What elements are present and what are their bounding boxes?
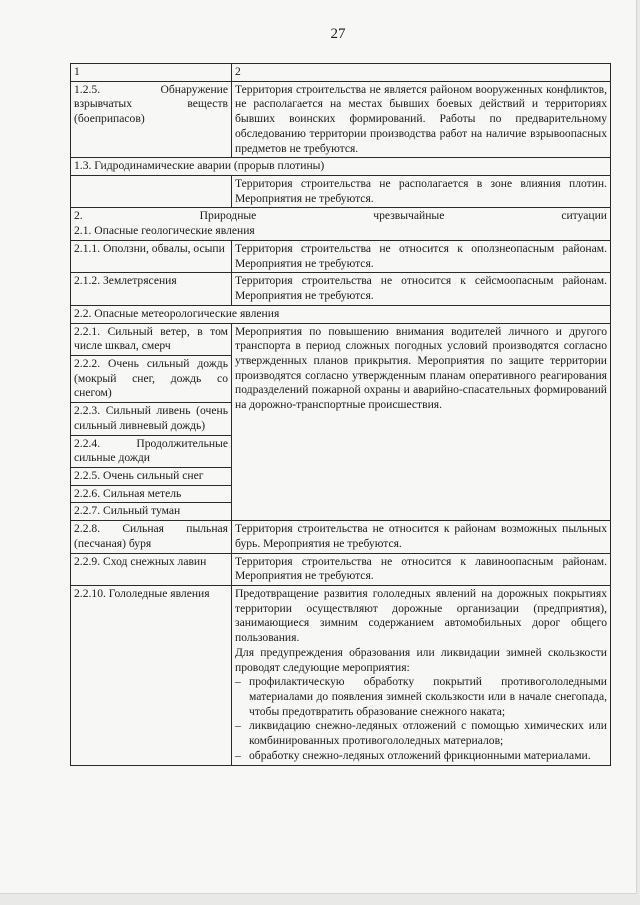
row-title-2-2-6: 2.2.6. Сильная метель — [71, 485, 232, 503]
table-row — [71, 586, 611, 766]
row-text-2-1-2: Территория строительства не относится к сейсмоопасным районам. Мероприятия не требуются. — [232, 273, 611, 305]
table-row — [71, 553, 611, 585]
page-number: 27 — [330, 26, 346, 42]
section-1-3: 1.3. Гидродинамические аварии (прорыв плотины) — [71, 158, 611, 176]
row-text-2-2-8: Территория строительства не относится к районам возможных пыльных бурь. Мероприятия не требуются. — [232, 521, 611, 553]
table-header-row — [71, 64, 611, 82]
list-item: – ликвидацию снежно-ледяных отложений с помощью химических или комбинированных противогололедных материалов; — [235, 719, 607, 748]
row-title-2-2-9: 2.2.9. Сход снежных лавин — [71, 553, 232, 585]
row-title-empty — [71, 176, 232, 208]
row-title-2-2-8: 2.2.8. Сильная пыльная (песчаная) буря — [71, 521, 232, 553]
section-row — [71, 158, 611, 176]
row-text-meteo: Мероприятия по повышению внимания водителей личного и другого транспорта в период сложных погодных условий производятся согласно утвержденных планов прикрытия. Мероприятия по защите территории производятся согласно утвержденным планам оперативного реагирования подразделений пожарной охраны и аварийно-спасательных формирований на дорожно-транспортные происшествия. — [232, 323, 611, 521]
section-2-cell — [71, 208, 611, 240]
row-text-2-1-1: Территория строительства не относится к оползнеопасным районам. Мероприятия не требуются. — [232, 240, 611, 272]
row-title-2-2-10: 2.2.10. Гололедные явления — [71, 586, 232, 766]
list-item: – профилактическую обработку покрытий противогололедными материалами до появления зимней скользкости или в начале снегопада, чтобы предотвратить образование снежного наката; — [235, 675, 607, 719]
row-text-2-2-9: Территория строительства не относится к лавиноопасным районам. Мероприятия не требуются. — [232, 553, 611, 585]
section-2-2: 2.2. Опасные метеорологические явления — [71, 305, 611, 323]
section-row — [71, 305, 611, 323]
row-title-2-2-1: 2.2.1. Сильный ветер, в том числе шквал, смерч — [71, 323, 232, 355]
table-row — [71, 273, 611, 305]
ice-paragraph-1: Предотвращение развития гололедных явлений на дорожных покрытиях территории осуществляют дорожные организации (предприятия), занимающиеся зимним содержанием автомобильных дорог общего пользования. — [235, 587, 607, 645]
table-row — [71, 240, 611, 272]
table-row — [71, 323, 611, 355]
row-title-2-2-4: 2.2.4. Продолжительные сильные дожди — [71, 435, 232, 467]
measures-table — [70, 63, 611, 766]
ice-paragraph-2: Для предупреждения образования или ликвидации зимней скользкости проводят следующие мероприятия: — [235, 645, 607, 674]
table-row — [71, 81, 611, 158]
row-title-2-1-2: 2.1.2. Землетрясения — [71, 273, 232, 305]
table-row — [71, 176, 611, 208]
row-title-1-2-5: 1.2.5. Обнаружение взрывчатых веществ (боеприпасов) — [71, 81, 232, 158]
section-row — [71, 208, 611, 240]
header-col-1: 1 — [71, 64, 232, 82]
section-2: 2. Природные чрезвычайные ситуации — [74, 209, 607, 223]
row-title-2-1-1: 2.1.1. Оползни, обвалы, осыпи — [71, 240, 232, 272]
row-text-1-2-5: Территория строительства не является районом вооруженных конфликтов, не располагается на местах бывших боевых действий и территориях бывших воинских формирований. Работы по предварительному обследованию территории производства работ на наличие взрывоопасных предметов не требуются. — [232, 81, 611, 158]
table-row — [71, 521, 611, 553]
row-text-2-2-10 — [232, 586, 611, 766]
section-2-1: 2.1. Опасные геологические явления — [74, 224, 255, 238]
header-col-2: 2 — [232, 64, 611, 82]
row-title-2-2-3: 2.2.3. Сильный ливень (очень сильный ливневый дождь) — [71, 403, 232, 435]
ice-measures-list — [235, 675, 607, 763]
row-title-2-2-5: 2.2.5. Очень сильный снег — [71, 467, 232, 485]
row-title-2-2-7: 2.2.7. Сильный туман — [71, 503, 232, 521]
row-text-1-3: Территория строительства не располагается в зоне влияния плотин. Мероприятия не требуются. — [232, 176, 611, 208]
row-title-2-2-2: 2.2.2. Очень сильный дождь (мокрый снег, дождь со снегом) — [71, 355, 232, 402]
list-item: – обработку снежно-ледяных отложений фрикционными материалами. — [235, 749, 607, 764]
